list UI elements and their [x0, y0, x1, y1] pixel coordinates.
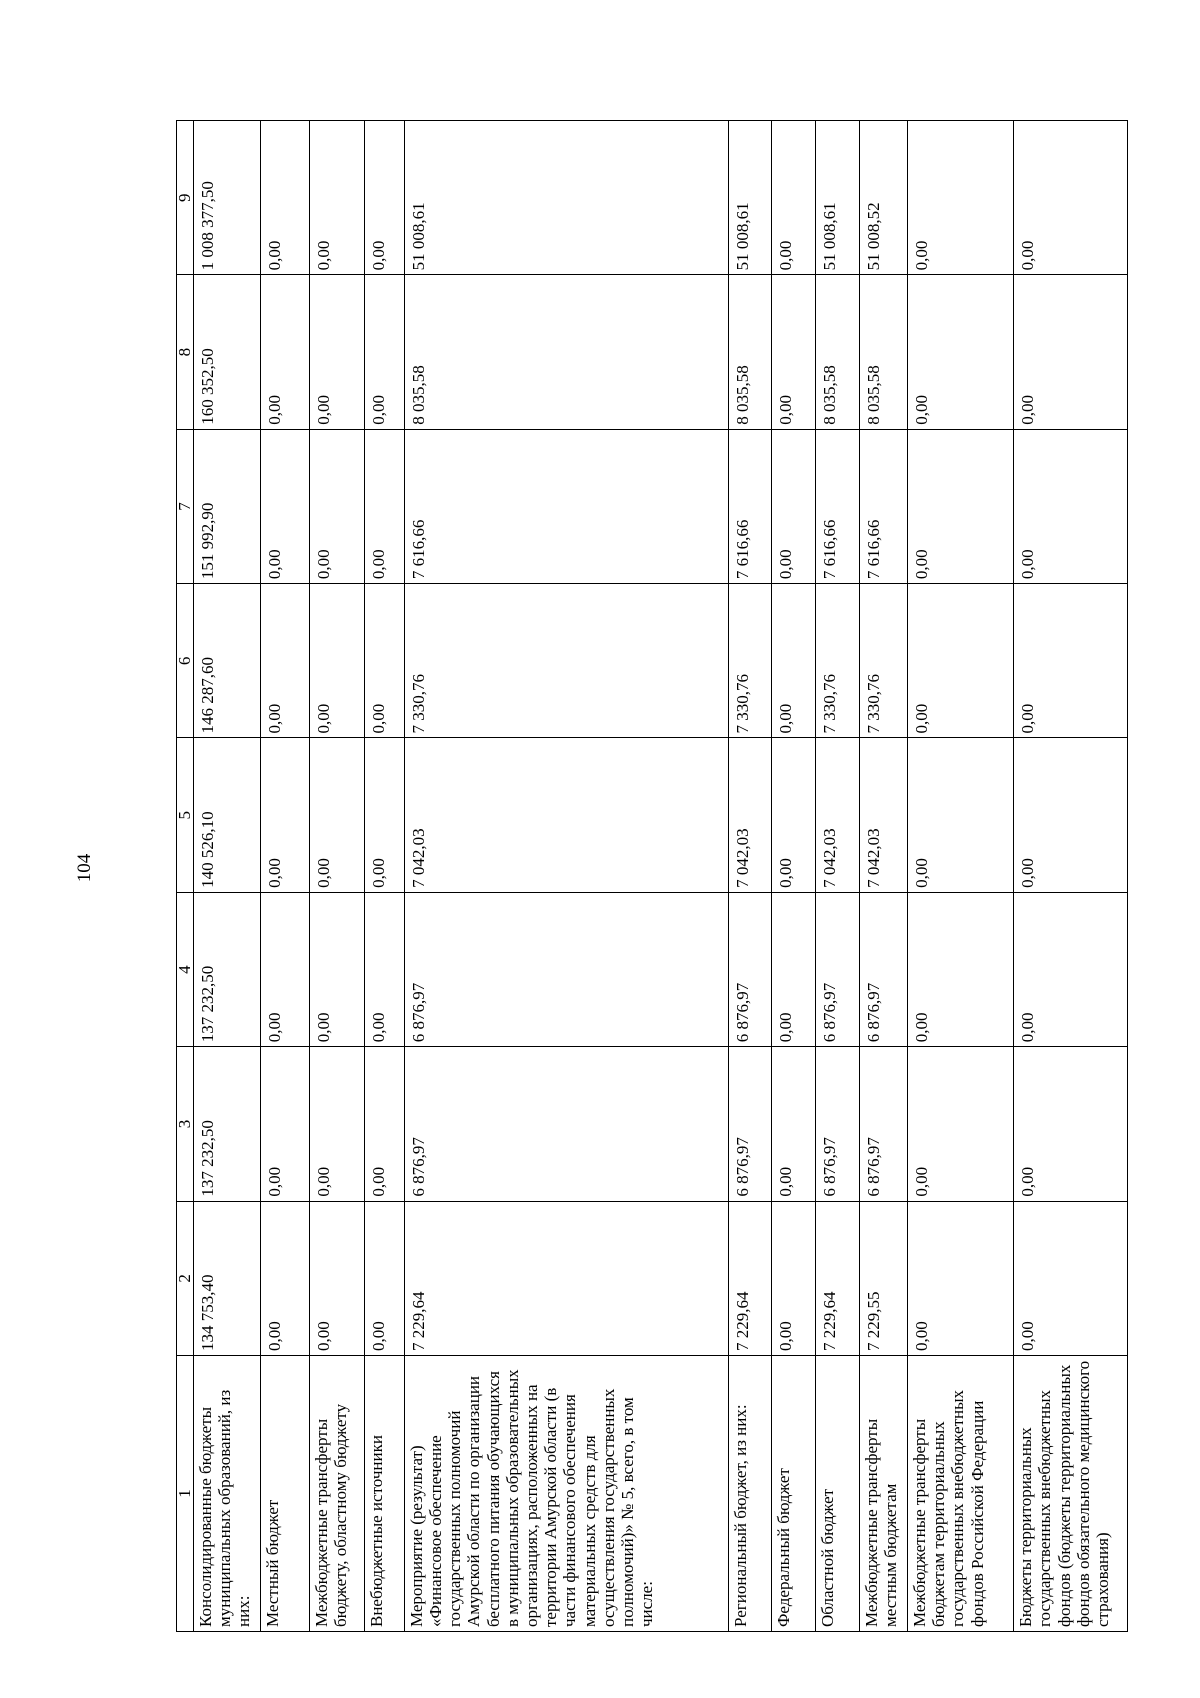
row-value: 6 876,97 — [859, 1047, 907, 1201]
row-value: 0,00 — [309, 892, 365, 1046]
row-value: 0,00 — [908, 1047, 1014, 1201]
row-value: 0,00 — [772, 275, 816, 429]
row-value: 0,00 — [908, 121, 1014, 275]
budget-table-container — [176, 121, 1128, 1632]
row-value: 6 876,97 — [728, 892, 772, 1046]
column-header: 4 — [177, 892, 194, 1046]
row-value: 0,00 — [309, 1047, 365, 1201]
row-value: 6 876,97 — [728, 1047, 772, 1201]
row-value: 6 876,97 — [859, 892, 907, 1046]
row-value: 0,00 — [309, 429, 365, 583]
row-value: 1 008 377,50 — [194, 121, 261, 275]
row-value: 7 042,03 — [816, 738, 860, 892]
row-value: 0,00 — [1014, 275, 1128, 429]
row-value: 0,00 — [772, 892, 816, 1046]
row-value: 0,00 — [772, 738, 816, 892]
row-value: 7 229,64 — [404, 1201, 728, 1355]
row-label: Межбюджетные трансферты бюджету, областному бюджету — [309, 1356, 365, 1632]
row-value: 8 035,58 — [728, 275, 772, 429]
row-value: 0,00 — [908, 429, 1014, 583]
table-body — [194, 121, 1128, 1632]
row-value: 0,00 — [1014, 1201, 1128, 1355]
row-value: 0,00 — [309, 584, 365, 738]
row-value: 7 616,66 — [816, 429, 860, 583]
row-value: 0,00 — [908, 738, 1014, 892]
row-value: 0,00 — [1014, 1047, 1128, 1201]
row-label: Межбюджетные трансферты бюджетам территориальных государственных внебюджетных фондов Российской Федерации — [908, 1356, 1014, 1632]
row-value: 7 042,03 — [859, 738, 907, 892]
row-value: 0,00 — [261, 121, 309, 275]
row-value: 7 229,64 — [728, 1201, 772, 1355]
column-header: 3 — [177, 1047, 194, 1201]
table-header-row — [177, 121, 194, 1632]
row-value: 51 008,61 — [816, 121, 860, 275]
row-label: Мероприятие (результат) «Финансовое обеспечение государственных полномочий Амурской области по организации бесплатного питания обучающихся в муниципальных образовательных организациях, расположенных на территории Амурской области (в части финансового обеспечения материальных средств для осуществления государственных полномочий)» № 5, всего, в том числе: — [404, 1356, 728, 1632]
table-row — [908, 121, 1014, 1632]
row-value: 0,00 — [1014, 738, 1128, 892]
row-value: 6 876,97 — [404, 1047, 728, 1201]
table-row — [261, 121, 309, 1632]
column-header: 2 — [177, 1201, 194, 1355]
row-value: 134 753,40 — [194, 1201, 261, 1355]
column-header: 6 — [177, 584, 194, 738]
row-value: 7 330,76 — [728, 584, 772, 738]
row-value: 7 616,66 — [728, 429, 772, 583]
row-value: 0,00 — [261, 738, 309, 892]
table-row — [1014, 121, 1128, 1632]
row-value: 7 330,76 — [859, 584, 907, 738]
table-row — [194, 121, 261, 1632]
row-value: 0,00 — [772, 121, 816, 275]
row-value: 0,00 — [772, 429, 816, 583]
row-label: Консолидированные бюджеты муниципальных образований, из них: — [194, 1356, 261, 1632]
row-value: 0,00 — [908, 275, 1014, 429]
table-row — [365, 121, 404, 1632]
row-value: 0,00 — [1014, 892, 1128, 1046]
row-value: 6 876,97 — [816, 892, 860, 1046]
table-row — [728, 121, 772, 1632]
row-value: 0,00 — [908, 584, 1014, 738]
column-header: 5 — [177, 738, 194, 892]
table-row — [772, 121, 816, 1632]
column-header: 9 — [177, 121, 194, 275]
row-value: 0,00 — [772, 1047, 816, 1201]
row-value: 7 042,03 — [404, 738, 728, 892]
row-value: 7 330,76 — [816, 584, 860, 738]
row-label: Областной бюджет — [816, 1356, 860, 1632]
row-value: 8 035,58 — [859, 275, 907, 429]
row-label: Местный бюджет — [261, 1356, 309, 1632]
row-value: 137 232,50 — [194, 892, 261, 1046]
row-label: Внебюджетные источники — [365, 1356, 404, 1632]
row-value: 151 992,90 — [194, 429, 261, 583]
row-value: 0,00 — [1014, 429, 1128, 583]
table-row — [816, 121, 860, 1632]
row-value: 137 232,50 — [194, 1047, 261, 1201]
row-label: Региональный бюджет, из них: — [728, 1356, 772, 1632]
row-value: 6 876,97 — [816, 1047, 860, 1201]
row-value: 0,00 — [365, 275, 404, 429]
row-value: 51 008,61 — [404, 121, 728, 275]
table-row — [404, 121, 728, 1632]
row-value: 0,00 — [261, 1047, 309, 1201]
row-value: 0,00 — [1014, 584, 1128, 738]
row-value: 7 229,64 — [816, 1201, 860, 1355]
row-value: 0,00 — [365, 429, 404, 583]
table-row — [859, 121, 907, 1632]
row-value: 0,00 — [309, 738, 365, 892]
row-value: 8 035,58 — [404, 275, 728, 429]
row-value: 0,00 — [261, 429, 309, 583]
row-value: 0,00 — [365, 584, 404, 738]
row-value: 0,00 — [261, 275, 309, 429]
column-header: 8 — [177, 275, 194, 429]
row-value: 6 876,97 — [404, 892, 728, 1046]
row-value: 0,00 — [1014, 121, 1128, 275]
row-value: 0,00 — [772, 584, 816, 738]
row-label: Федеральный бюджет — [772, 1356, 816, 1632]
row-value: 0,00 — [309, 1201, 365, 1355]
row-value: 0,00 — [261, 892, 309, 1046]
row-value: 0,00 — [365, 892, 404, 1046]
row-value: 140 526,10 — [194, 738, 261, 892]
row-value: 8 035,58 — [816, 275, 860, 429]
column-header: 1 — [177, 1356, 194, 1632]
row-value: 0,00 — [365, 1047, 404, 1201]
row-value: 7 616,66 — [404, 429, 728, 583]
row-value: 0,00 — [365, 1201, 404, 1355]
row-value: 0,00 — [908, 1201, 1014, 1355]
row-value: 51 008,52 — [859, 121, 907, 275]
row-value: 0,00 — [309, 275, 365, 429]
row-value: 0,00 — [772, 1201, 816, 1355]
row-value: 0,00 — [365, 738, 404, 892]
row-label: Бюджеты территориальных государственных внебюджетных фондов (бюджеты территориальных фондов обязательного медицинского страхования) — [1014, 1356, 1128, 1632]
row-value: 0,00 — [365, 121, 404, 275]
row-value: 0,00 — [908, 892, 1014, 1046]
row-value: 0,00 — [261, 584, 309, 738]
row-value: 160 352,50 — [194, 275, 261, 429]
page-number: 104 — [74, 853, 95, 883]
row-value: 0,00 — [309, 121, 365, 275]
row-value: 51 008,61 — [728, 121, 772, 275]
table-row — [309, 121, 365, 1632]
row-value: 7 616,66 — [859, 429, 907, 583]
row-value: 0,00 — [261, 1201, 309, 1355]
row-value: 7 229,55 — [859, 1201, 907, 1355]
row-value: 7 042,03 — [728, 738, 772, 892]
row-label: Межбюджетные трансферты местным бюджетам — [859, 1356, 907, 1632]
budget-table — [176, 120, 1128, 1632]
row-value: 7 330,76 — [404, 584, 728, 738]
row-value: 146 287,60 — [194, 584, 261, 738]
column-header: 7 — [177, 429, 194, 583]
